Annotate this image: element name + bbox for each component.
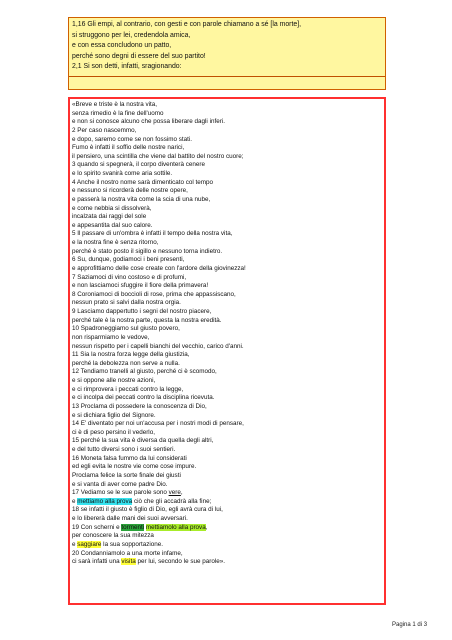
intro-line: 2,1 Si son detti, infatti, sragionando: [72, 63, 182, 70]
poem-line: perché tale è la nostra parte, questa la nostra eredità. [72, 316, 222, 324]
poem-line: e del tutto diversi sono i suoi sentieri. [72, 446, 176, 453]
poem-line: e passerà la nostra vita come la scia di una nube, [72, 195, 211, 203]
highlight-tormenti: tormenti [121, 523, 145, 531]
poem-line-rest: la sua sopportazione. [101, 540, 164, 548]
poem-line: 11 Sia la nostra forza legge della giustizia, [72, 351, 190, 359]
intro-line: e con essa concludono un patto, [72, 42, 172, 49]
highlight-saggiare: saggiare [77, 540, 102, 548]
poem-line: per conoscere la sua mitezza [72, 532, 154, 540]
poem-line: e come nebbia si dissolverà, [72, 204, 152, 212]
poem-line: 6 Su, dunque, godiamoci i beni presenti, [72, 256, 185, 264]
poem-box [68, 97, 386, 605]
poem-line: 12 Tendiamo tranelli al giusto, perché ci è scomodo, [72, 368, 217, 376]
poem-line: Proclama felice la sorte finale dei giusti [72, 471, 181, 479]
intro-separator [69, 76, 385, 77]
poem-line-v17b [72, 498, 382, 507]
punct: , [180, 489, 183, 497]
highlight-vere: vere [168, 489, 181, 497]
intro-line: si struggono per lei, credendola amica, [72, 31, 191, 39]
poem-line: ed egli evita le nostre vie come cose impure. [72, 463, 197, 471]
poem-line-prefix: 19 Con scherni e [72, 523, 122, 531]
poem-line: 14 E' diventato per noi un'accusa per i nostri modi di pensare, [72, 420, 244, 428]
poem-line: 10 Spadroneggiamo sul giusto povero, [72, 325, 180, 333]
highlight-mettiamo-alla-prova: mettiamo alla prova [77, 497, 133, 505]
poem-line: Fumo è infatti il soffio delle nostre narici, [72, 144, 185, 152]
poem-line: 9 Lasciamo dappertutto i segni del nostro piacere, [72, 308, 212, 315]
poem-line: perché è stato posto il sigillo e nessuno torna indietro. [72, 247, 223, 255]
poem-line-v17 [72, 489, 382, 498]
poem-line: e si vanta di aver come padre Dio. [72, 480, 168, 488]
poem-line-prefix: e [72, 497, 78, 505]
poem-line: ci è di peso persino il vederlo, [72, 428, 155, 436]
poem-line: e appesantita dal suo calore. [72, 221, 153, 229]
poem-line-rest: per lui, secondo le sue parole». [135, 558, 225, 566]
poem-line: e non si conosce alcuno che possa liberare dagli inferi. [72, 118, 225, 126]
poem-line-prefix: 17 Vediamo se le sue parole sono [72, 489, 169, 497]
poem-line: perché la debolezza non serve a nulla. [72, 359, 180, 367]
poem-line-rest: ciò che gli accadrà alla fine; [132, 497, 212, 505]
poem-line: e si dichiara figlio del Signore. [72, 411, 156, 419]
poem-line: incalzata dai raggi del sole [72, 213, 147, 221]
intro-line: perché sono degni di essere del suo partito! [72, 52, 206, 60]
poem-line: e la nostra fine è senza ritorno, [72, 239, 159, 246]
poem-line: 18 se infatti il giusto è figlio di Dio, egli avrà cura di lui, [72, 506, 223, 514]
poem-line: nessun rispetto per i capelli bianchi del vecchio, carico d'anni. [72, 342, 244, 350]
poem-line: nessun prato si salvi dalla nostra orgia. [72, 299, 181, 307]
poem-line: 4 Anche il nostro nome sarà dimenticato col tempo [72, 178, 214, 186]
poem-line: senza rimedio è la fine dell'uomo [72, 109, 164, 117]
poem-line: e lo spirito svanirà come aria sottile. [72, 170, 173, 177]
poem-line: 20 Condanniamolo a una morte infame, [72, 549, 183, 557]
highlight-visita: visita [121, 558, 136, 566]
poem-line: 15 perché la sua vita è diversa da quella degli altri, [72, 437, 214, 445]
poem-line: 8 Coroniamoci di boccioli di rose, prima che appassiscano, [72, 290, 236, 298]
poem-line: 3 quando si spegnerà, il corpo diventerà cenere [72, 161, 206, 169]
poem-line: 16 Moneta falsa fummo da lui considerati [72, 454, 187, 462]
poem-line: non risparmiamo le vedove, [72, 333, 150, 341]
poem-line: e nessuno si ricorderà delle nostre opere, [72, 187, 188, 195]
poem-line: 13 Proclama di possedere la conoscenza di Dio, [72, 402, 207, 410]
poem-line: 2 Per caso nascemmo, [72, 126, 137, 134]
poem-line-v19 [72, 524, 382, 533]
page-number: Pagina 1 di 3 [392, 622, 428, 628]
poem-line: e ci rimprovera i peccati contro la legge, [72, 385, 184, 393]
poem-line: 7 Saziamoci di vino costoso e di profumi, [72, 273, 187, 281]
poem-line: il pensiero, una scintilla che viene dal battito del nostro cuore; [72, 152, 244, 160]
highlight-mettiamolo-alla-prova: mettiamolo alla prova [145, 523, 206, 531]
poem-line: e dopo, saremo come se non fossimo stati. [72, 135, 193, 143]
poem-line: e ci incolpa dei peccati contro la disciplina ricevuta. [72, 394, 215, 402]
intro-line: 1,16 Gli empi, al contrario, con gesti e con parole chiamano a sé [la morte], [72, 21, 302, 28]
poem-line: 5 Il passare di un'ombra è infatti il tempo della nostra vita, [72, 230, 233, 238]
poem-line: e si oppone alle nostre azioni, [72, 377, 156, 384]
intro-box [68, 17, 386, 90]
poem-line: «Breve e triste è la nostra vita, [72, 101, 158, 108]
poem-line: e approfittiamo delle cose create con l'ardore della giovinezza! [72, 264, 246, 272]
poem-line: e non lasciamoci sfuggire il fiore della primavera! [72, 282, 209, 290]
poem-line-prefix: ci sarà infatti una [72, 558, 122, 566]
poem-line-prefix: e [72, 540, 78, 548]
poem-line: e lo libererà dalle mani dei suoi avversari. [72, 515, 188, 522]
poem-line-v20 [72, 558, 382, 567]
poem-line-v19b [72, 541, 382, 550]
punct: , [205, 523, 208, 531]
